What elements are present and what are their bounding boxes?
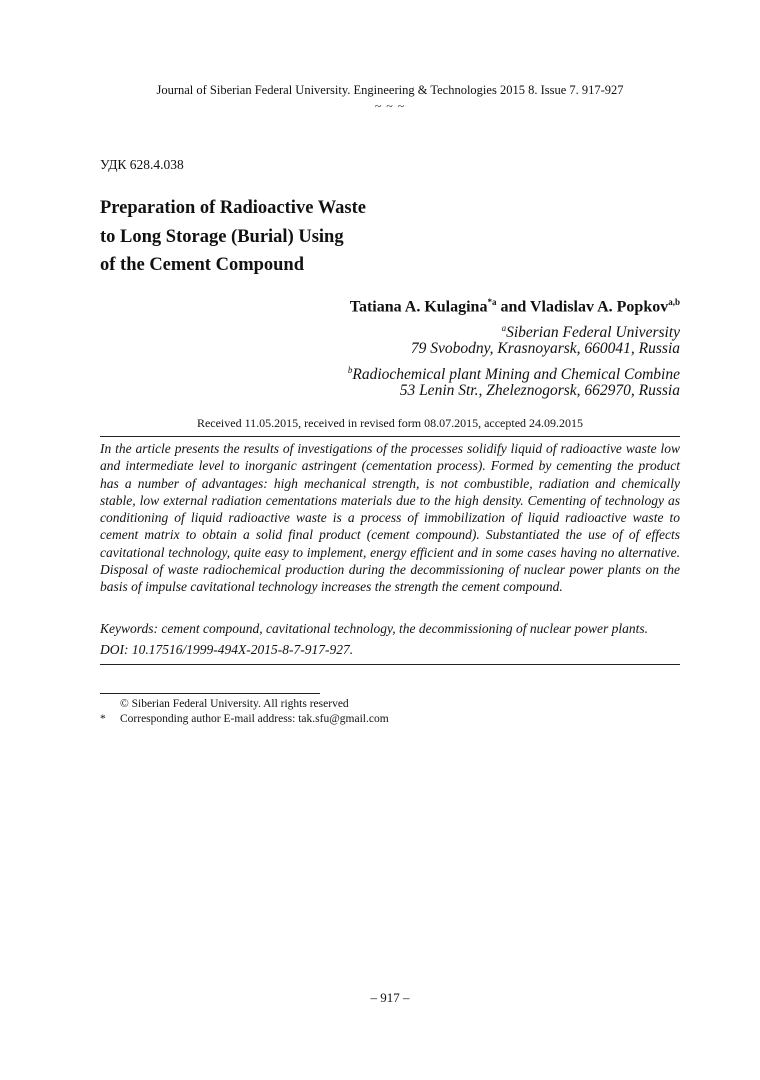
udk-code: УДК 628.4.038	[100, 157, 184, 172]
title-line-2: to Long Storage (Burial) Using	[100, 226, 344, 247]
title-line-1: Preparation of Radioactive Waste	[100, 198, 366, 218]
journal-header: Journal of Siberian Federal University. Engineering & Technologies 2015 8. Issue 7. 917-927	[156, 83, 624, 97]
affiliation-b-mark: b	[347, 365, 353, 375]
author-1: Tatiana A. Kulagina	[349, 298, 488, 316]
affiliation-a-mark: a	[501, 323, 507, 333]
title-line-3: of the Cement Compound	[100, 255, 305, 275]
page-number: – 917 –	[370, 990, 410, 1005]
abstract-text: In the article presents the results of investigations of the processes solidify liquid of radioactive waste low and intermediate level to inorganic astringent (cementation process). Formed by cementing the product has a number of advantages: high mechanical strength, is not combustible, radiation and chemically stable, low external radiation cementations materials due to the high density. Cementing of technology as conditioning of liquid radioactive waste is a process of immobilization of liquid radioactive waste to cement matrix to obtain a solid final product (cement compound). Substantiated the use of of effects cavitational technology, quite easy to implement, energy efficient and in some cases having no alternative. Disposal of waste radiochemical production during the decommissioning of nuclear power plants on the basis of impulse cavitational technology increases the strength the cement compound.	[100, 441, 680, 595]
affiliation-b-address: 53 Lenin Str., Zheleznogorsk, 662970, Russia	[399, 382, 680, 399]
footnote-star: *	[100, 713, 106, 725]
doi: DOI: 10.17516/1999-494X-2015-8-7-917-927.	[100, 642, 354, 657]
author-2: Vladislav A. Popkov	[529, 298, 669, 316]
header-ornament: ~ ~ ~	[374, 99, 406, 113]
affiliation-b-text: Radiochemical plant Mining and Chemical Combine	[352, 366, 680, 384]
affiliation-a-address: 79 Svobodny, Krasnoyarsk, 660041, Russia	[410, 340, 680, 357]
author-list	[350, 297, 680, 316]
footnote-rule	[100, 693, 320, 694]
received-dates: Received 11.05.2015, received in revised form 08.07.2015, accepted 24.09.2015	[196, 416, 584, 430]
copyright-footnote: © Siberian Federal University. All rights reserved	[120, 698, 349, 710]
affiliation-a-text: Siberian Federal University	[506, 324, 680, 342]
abstract-bottom-rule	[100, 664, 680, 665]
article-title	[100, 194, 520, 280]
abstract-top-rule	[100, 436, 680, 437]
author-1-affiliation-mark: *a	[487, 297, 497, 307]
author-2-affiliation-mark: a,b	[668, 297, 680, 307]
keywords: Keywords: cement compound, cavitational technology, the decommissioning of nuclear power plants.	[100, 621, 649, 636]
author-conjunction: and	[496, 298, 530, 316]
corresponding-author-footnote: Corresponding author E-mail address: tak.sfu@gmail.com	[120, 713, 389, 725]
